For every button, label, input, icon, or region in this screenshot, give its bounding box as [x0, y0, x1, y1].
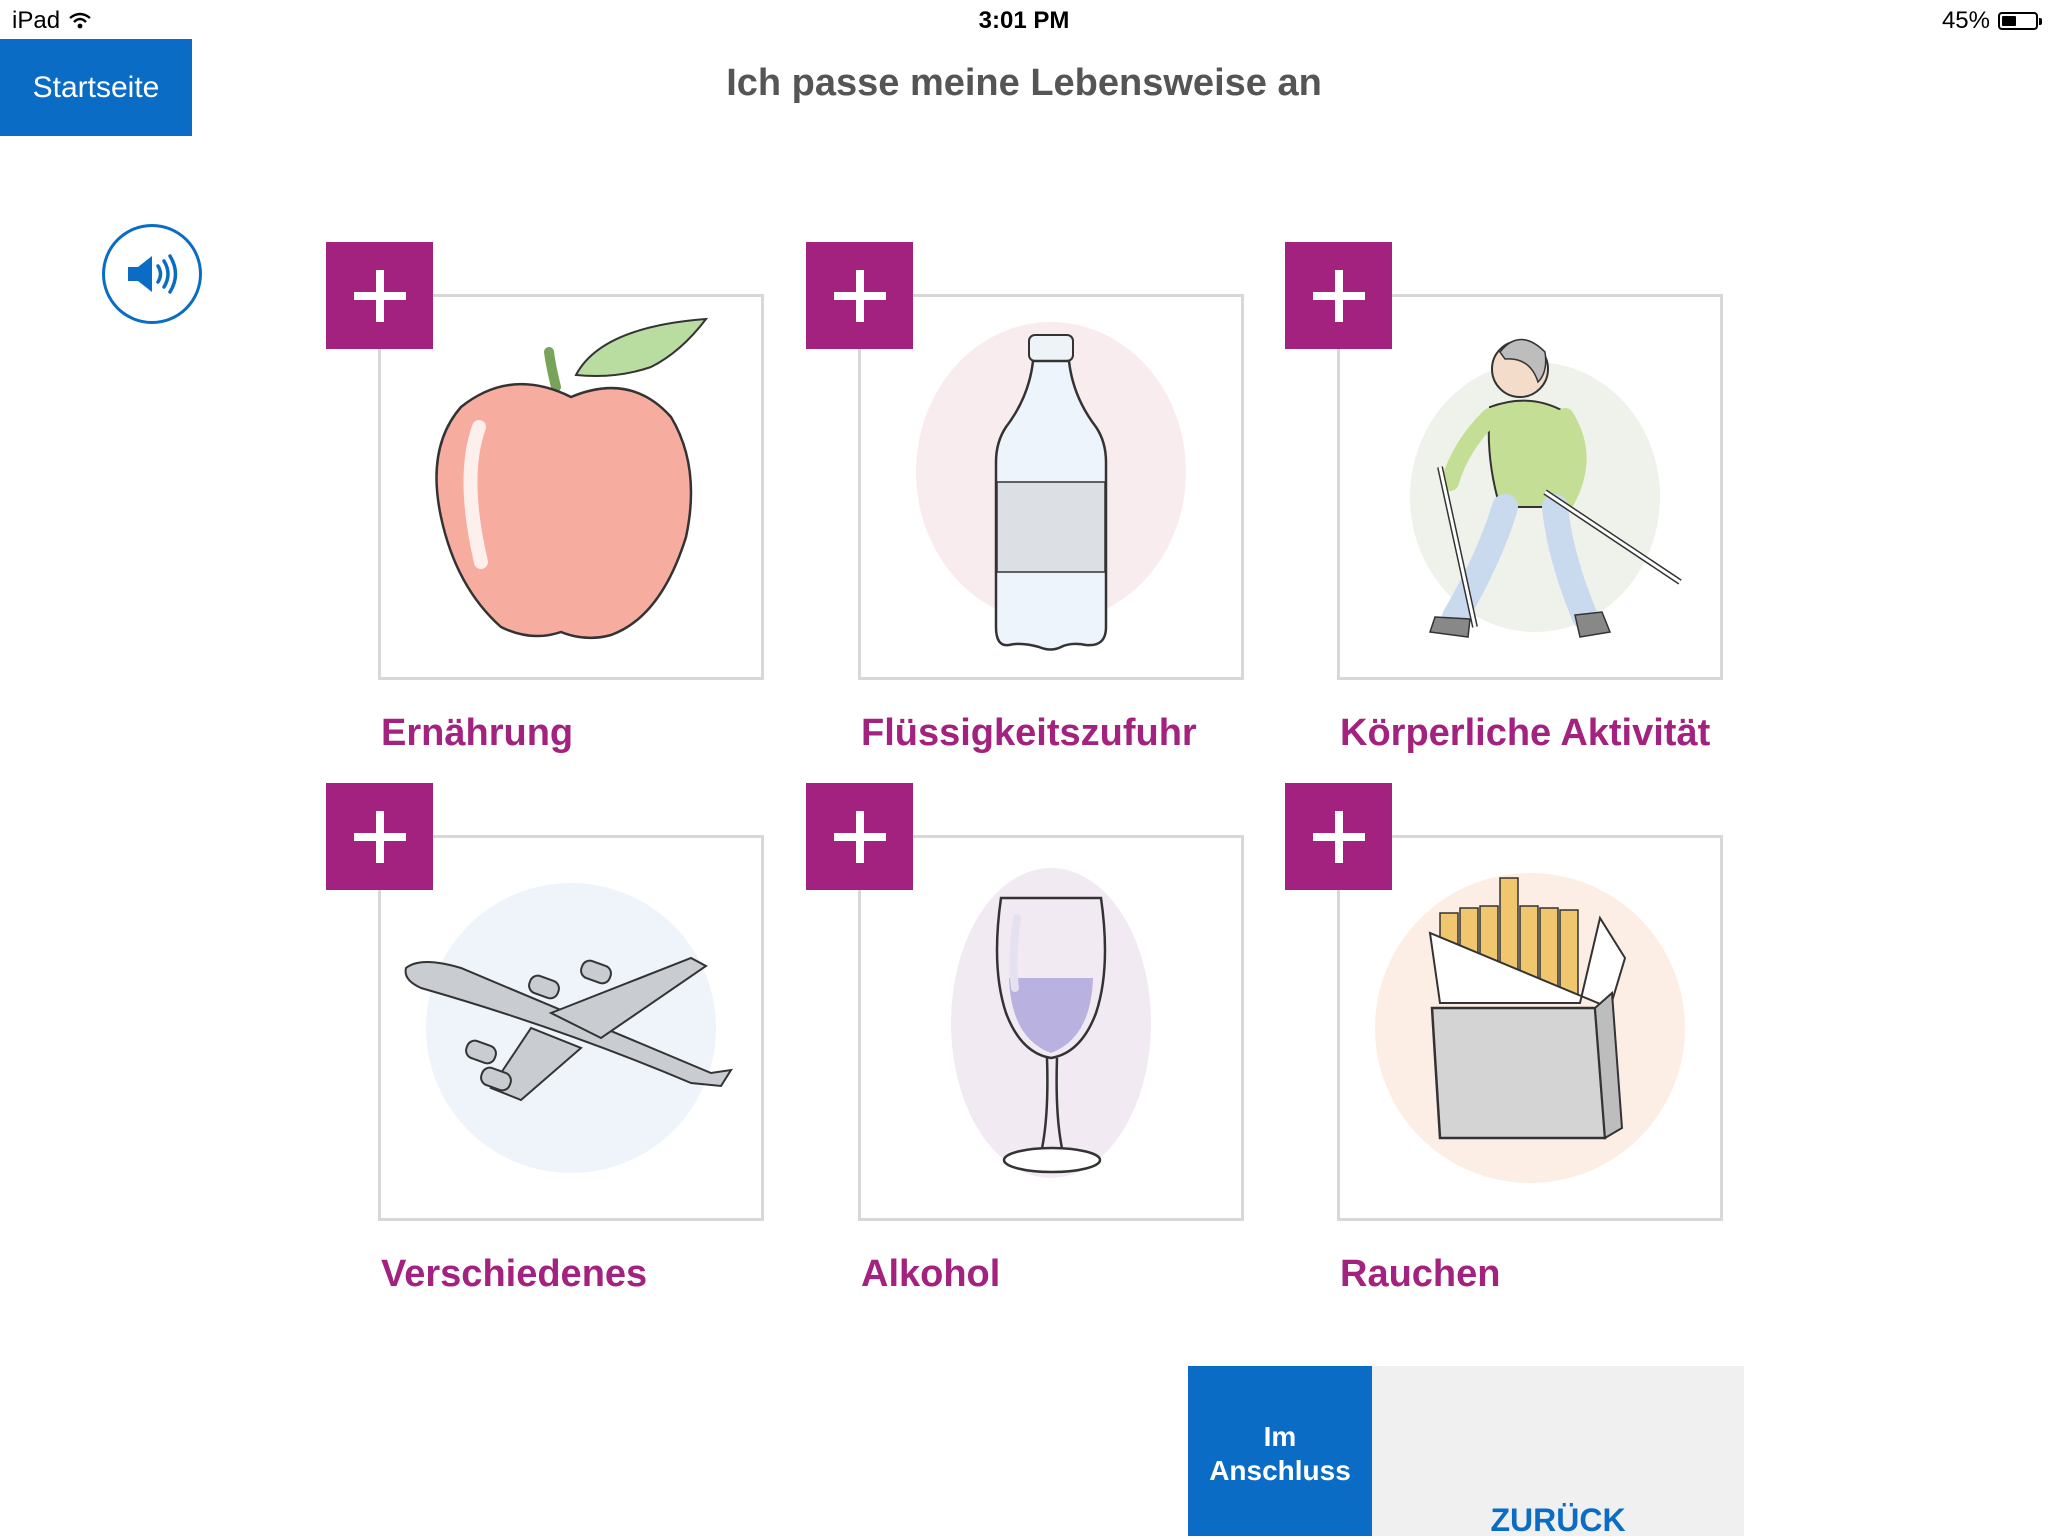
plus-icon [1285, 783, 1392, 890]
status-right [1942, 7, 2038, 35]
next-button[interactable] [1188, 1366, 1372, 1536]
audio-button[interactable] [102, 224, 202, 324]
plus-icon [326, 242, 433, 349]
tile-label: Körperliche Aktivität [1340, 712, 1711, 754]
plus-icon [806, 242, 913, 349]
airplane-icon [381, 838, 761, 1218]
next-button-label: Im Anschluss [1209, 1421, 1351, 1486]
tile-label: Flüssigkeitszufuhr [861, 712, 1197, 754]
battery-icon [1998, 12, 2038, 30]
tile-card [378, 294, 764, 680]
battery-fill [2002, 16, 2016, 26]
tile-koerperliche-aktivitaet[interactable] [1285, 242, 1725, 802]
status-time: 3:01 PM [978, 7, 1070, 34]
tile-ernaehrung[interactable] [326, 242, 766, 802]
cigarettes-icon [1340, 838, 1720, 1218]
tile-label: Verschiedenes [381, 1253, 648, 1295]
device-name: iPad [12, 7, 61, 34]
home-button[interactable]: Startseite [0, 39, 192, 136]
tile-label: Rauchen [1340, 1253, 1501, 1295]
tile-label: Ernährung [381, 712, 574, 754]
speaker-icon [124, 252, 180, 296]
tile-label: Alkohol [861, 1253, 1001, 1295]
tile-verschiedenes[interactable] [326, 783, 766, 1343]
tile-fluessigkeitszufuhr[interactable] [806, 242, 1246, 802]
plus-icon [1285, 242, 1392, 349]
back-button[interactable] [1372, 1366, 1744, 1536]
walking-man-icon [1340, 297, 1720, 677]
tile-card [1337, 294, 1723, 680]
back-button-label: ZURÜCK [1490, 1502, 1626, 1538]
apple-icon [381, 297, 761, 677]
water-bottle-icon [861, 297, 1241, 677]
tile-card [1337, 835, 1723, 1221]
tile-alkohol[interactable] [806, 783, 1246, 1343]
plus-icon [806, 783, 913, 890]
status-bar [0, 0, 2048, 40]
tile-card [858, 835, 1244, 1221]
wine-glass-icon [861, 838, 1241, 1218]
tile-card [858, 294, 1244, 680]
battery-percent: 45% [1941, 7, 1990, 34]
plus-icon [326, 783, 433, 890]
tile-rauchen[interactable] [1285, 783, 1725, 1343]
tile-card [378, 835, 764, 1221]
page-title: Ich passe meine Lebensweise an [726, 62, 1322, 104]
